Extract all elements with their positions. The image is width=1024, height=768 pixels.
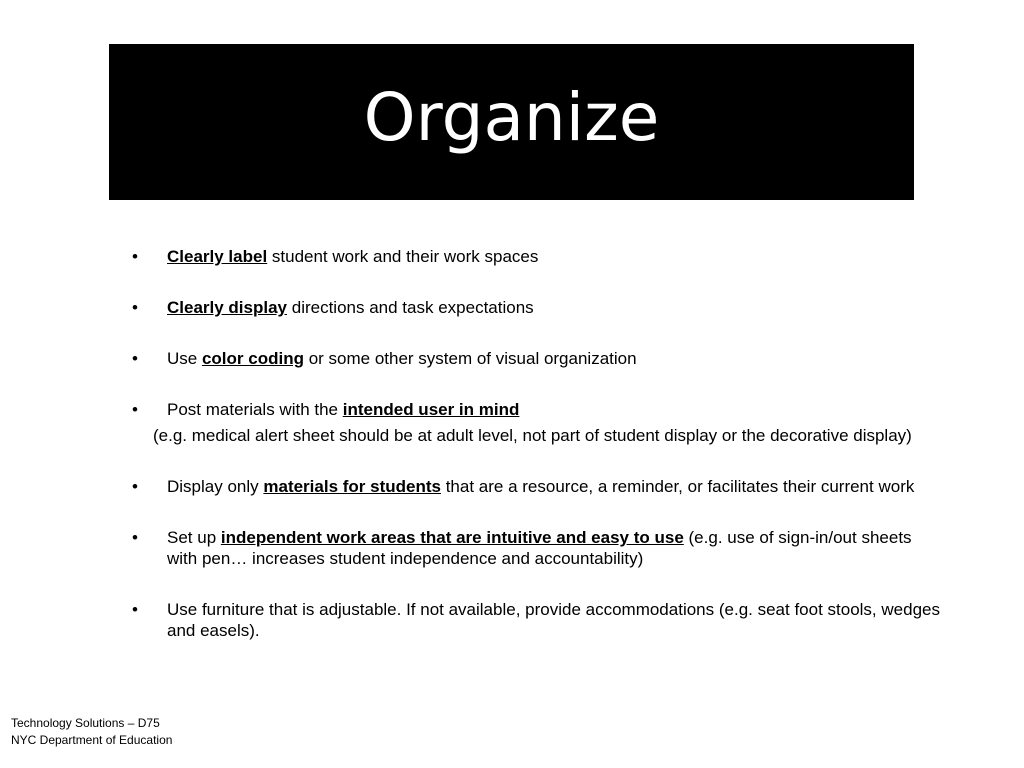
bullet-item [132, 246, 944, 267]
bullet-text-pre: Use [167, 349, 202, 368]
bullet-item [132, 399, 944, 420]
bullet-text: Use furniture that is adjustable. If not available, provide accommodations (e.g. seat foot stools, wedges and easels). [167, 600, 940, 640]
bullet-icon: • [132, 528, 138, 547]
bullet-emphasis: independent work areas that are intuitive and easy to use [220, 528, 684, 547]
bullet-emphasis: materials for students [263, 477, 441, 496]
bullet-emphasis: intended user in mind [342, 400, 520, 419]
bullet-icon: • [132, 600, 138, 619]
bullet-text: or some other system of visual organization [303, 349, 637, 368]
bullet-item [132, 348, 944, 369]
bullet-item [132, 476, 944, 497]
bullet-icon: • [132, 298, 138, 317]
bullet-emphasis: Clearly label [167, 247, 268, 266]
bullet-note: (e.g. medical alert sheet should be at adult level, not part of student display or the decorative display) [153, 426, 912, 445]
bullet-icon: • [132, 349, 138, 368]
footer [11, 715, 172, 749]
bullet-text-pre: Display only [167, 477, 264, 496]
bullet-item [132, 527, 944, 569]
title-bar [109, 44, 914, 200]
footer-line-1: Technology Solutions – D75 [11, 716, 160, 730]
bullet-list [132, 246, 944, 641]
bullet-text-pre: Set up [167, 528, 221, 547]
bullet-text: (e.g. use of sign-in/out sheets with pen… increases student independence and accountability) [167, 528, 912, 568]
bullet-text: that are a resource, a reminder, or facilitates their current work [440, 477, 915, 496]
bullet-icon: • [132, 477, 138, 496]
bullet-item [132, 599, 944, 641]
bullet-emphasis: color coding [201, 349, 304, 368]
bullet-item [132, 297, 944, 318]
bullet-emphasis: Clearly display [167, 298, 288, 317]
bullet-icon: • [132, 400, 138, 419]
bullet-text: student work and their work spaces [267, 247, 539, 266]
bullet-text-pre: Post materials with the [167, 400, 343, 419]
bullet-text: directions and task expectations [287, 298, 534, 317]
bullet-icon: • [132, 247, 138, 266]
slide-title: Organize [363, 79, 660, 156]
footer-line-2: NYC Department of Education [11, 733, 173, 747]
